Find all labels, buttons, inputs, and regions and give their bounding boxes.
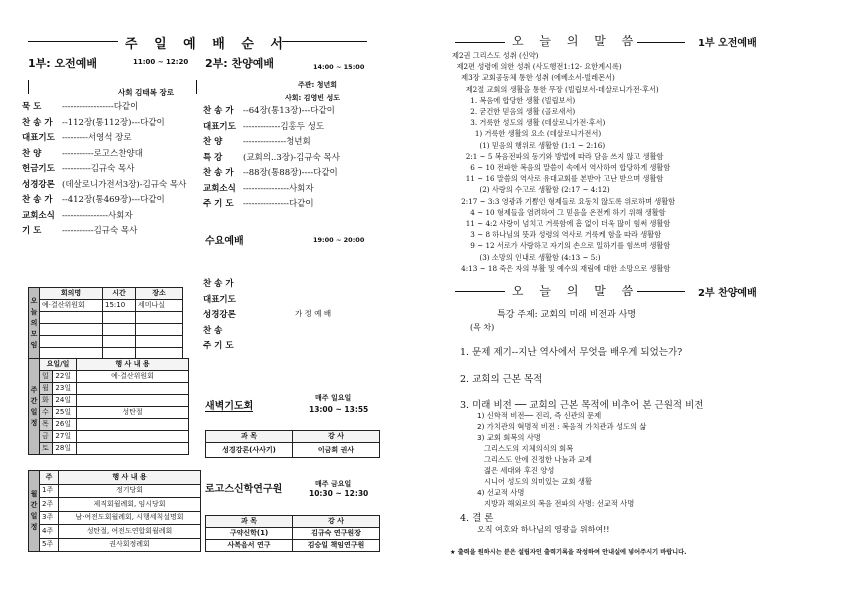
worship-order-label: 찬 송 가 bbox=[22, 195, 53, 205]
outline-line: 9 ~ 12 서로가 사랑하고 자기의 손으로 일하기를 힘쓰며 생활함 bbox=[452, 241, 671, 251]
table-row: 3주 남·여전도회월례회, 시행세칙설명회 bbox=[29, 511, 201, 525]
monthly-label: 월간일정 bbox=[29, 471, 40, 552]
table-row: 1주 정기당회 bbox=[29, 484, 201, 498]
worship-order-label: 찬 송 가 bbox=[22, 117, 53, 128]
table-row: 일 22일 예·결산위원회 bbox=[29, 371, 189, 383]
dawn-prayer-day: 매주 일요일 bbox=[315, 394, 352, 402]
subpoint-line: 1) 신학적 비전── 진리, 즉 신관의 문제 bbox=[477, 411, 602, 420]
table-row: 월 23일 bbox=[29, 383, 189, 395]
table-row: 사복음서 연구 김승일 책임연구원 bbox=[206, 540, 380, 552]
dawn-prayer-table: 과 목 강 사 성경강론(사사기) 이금희 권사 bbox=[205, 430, 380, 458]
table-row: 토 28일 bbox=[29, 443, 189, 455]
worship-order-detail: --64장(통13장)---다같이 bbox=[243, 106, 335, 116]
worship-order-item bbox=[22, 224, 186, 240]
outline-line: 2. 굳건한 믿음의 생활 (골로새서) bbox=[452, 107, 576, 117]
weekly-label: 주간일정 bbox=[29, 359, 40, 455]
subpoint-line: 4) 선교적 사명 bbox=[477, 488, 525, 497]
monthly-col-event: 행 사 내 용 bbox=[59, 471, 201, 485]
outline-line: 11 ~ 16 말씀의 역사로 유대교회를 본받아 고난 받으며 생활함 bbox=[452, 174, 664, 184]
worship-order-label: 찬 송 가 bbox=[203, 106, 234, 116]
sermon2-title: 오 늘 의 말 씀 bbox=[512, 284, 640, 298]
institute-name: 로고스신학연구원 bbox=[205, 484, 283, 495]
outline-line: 4 ~ 10 형제들을 염려하여 그 믿음을 온전케 하기 위해 생활함 bbox=[452, 207, 666, 217]
worship-order-item bbox=[203, 104, 340, 120]
service1-leader: 사회 김태복 장로 bbox=[118, 88, 174, 97]
worship-order-detail: ---------------청년회 bbox=[243, 137, 311, 147]
worship-order-detail: ----------------사회자 bbox=[62, 210, 133, 221]
outline-line: 4:13 ~ 18 죽은 자의 부활 및 예수의 재림에 대한 소망으로 생활함 bbox=[452, 263, 671, 273]
worship-order-label: 찬 송 가 bbox=[203, 168, 234, 178]
service2-name: 2부: 찬양예배 bbox=[205, 57, 275, 70]
dawn-prayer-time: 13:00 ~ 13:55 bbox=[309, 405, 369, 414]
worship-order-detail: --88장(통88장)----다같이 bbox=[243, 168, 338, 178]
worship-order-item bbox=[203, 166, 340, 182]
sermon2-service: 2부 찬양예배 bbox=[698, 288, 757, 299]
table-row bbox=[29, 336, 183, 348]
subpoint-line: 그리스도 안에 진정한 나눔과 교제 bbox=[477, 455, 592, 464]
meeting-col-name: 회의명 bbox=[40, 288, 103, 300]
worship-order-detail: --412장(통469장)---다같이 bbox=[62, 195, 165, 205]
weekly-col-day: 요일/일 bbox=[40, 359, 77, 371]
outline-line: (1) 믿음의 행위로 생활함 (1:1 ~ 2:16) bbox=[452, 140, 606, 150]
worship-order-label: 주 기 도 bbox=[203, 341, 234, 351]
worship-order-item bbox=[203, 197, 340, 213]
service2-host: 주관: 청년회 bbox=[298, 81, 338, 89]
table-row bbox=[29, 324, 183, 336]
outline-line: 3. 거룩한 성도의 생활 (데살로니가전·후서) bbox=[452, 118, 606, 128]
table-row: 예·결산위원회 15:10 세미나실 bbox=[29, 300, 183, 312]
worship-order-item bbox=[22, 116, 186, 132]
table-row: 성경강론(사사기) 이금희 권사 bbox=[206, 443, 380, 458]
worship-order-label: 교회소식 bbox=[22, 210, 55, 221]
subpoint-line: 지방과 해외로의 복음 전파의 사명: 선교적 사명 bbox=[477, 499, 635, 508]
worship-order-item bbox=[203, 182, 340, 198]
table-row: 화 24일 bbox=[29, 395, 189, 407]
worship-order-label: 기 도 bbox=[22, 226, 42, 236]
table-row: 4주 성탄절, 여전도연합회월례회 bbox=[29, 525, 201, 539]
service2-order bbox=[203, 104, 340, 213]
footnote: ★ 출력을 원하시는 분은 설립자인 출력기록을 작성하여 안내실에 넣어주시기 바랍니다. bbox=[450, 549, 687, 556]
worship-order-label: 대표기도 bbox=[203, 294, 236, 305]
worship-order-item bbox=[203, 308, 243, 324]
point-2: 2. 교회의 근본 목적 bbox=[460, 374, 543, 385]
outline-line: 제3장 교회공동체 통한 성취 (에베소서-빌레몬서) bbox=[452, 73, 615, 83]
worship-order-detail: (교회의..3장)-김규숙 목사 bbox=[243, 152, 340, 163]
toc-label: (목 차) bbox=[470, 323, 495, 332]
point-3-subpoints bbox=[477, 410, 646, 509]
outline-line: 제2편 성령에 의한 성취 (사도행전1:12- 요한계시록) bbox=[452, 62, 622, 72]
special-lecture-topic: 특강 주제: 교회의 미래 비전과 사명 bbox=[497, 310, 637, 320]
order-of-worship-title: 주 일 예 배 순 서 bbox=[125, 37, 289, 52]
service1-order bbox=[22, 100, 186, 240]
subpoint-line: 3) 교회 회복의 사명 bbox=[477, 433, 541, 442]
worship-order-item bbox=[203, 120, 340, 136]
table-row: 목 26일 bbox=[29, 419, 189, 431]
table-row: 구약신학(1) 김규숙 연구원장 bbox=[206, 528, 380, 540]
worship-order-detail: ---------서영석 장로 bbox=[62, 133, 132, 143]
outline-line: 1) 거룩한 생활의 요소 (데살로니가전서) bbox=[452, 129, 602, 139]
service2-leader: 사회: 김영빈 성도 bbox=[285, 94, 341, 102]
worship-order-item bbox=[203, 277, 243, 293]
worship-order-item bbox=[22, 162, 186, 178]
wed-service-name: 수요예배 bbox=[205, 236, 244, 247]
dawn-prayer-name: 새벽기도회 bbox=[205, 401, 254, 412]
worship-order-item bbox=[203, 151, 340, 167]
worship-order-detail: -----------로고스찬양대 bbox=[62, 148, 143, 159]
service2-time: 14:00 ~ 15:00 bbox=[313, 63, 365, 71]
worship-order-detail: ------------------다같이 bbox=[62, 102, 139, 112]
point-3: 3. 미래 비전 ── 교회의 근본 목적에 비추어 본 근원적 비전 bbox=[460, 400, 704, 411]
sermon1-outline bbox=[452, 50, 675, 274]
worship-order-label: 대표기도 bbox=[203, 121, 236, 132]
meeting-label: 오늘의모임 bbox=[29, 288, 40, 360]
outline-line: (3) 소망의 인내로 생활함 (4:13 ~ 5:) bbox=[452, 252, 601, 262]
table-row bbox=[29, 312, 183, 324]
wed-sermon: 가 정 예 배 bbox=[295, 309, 332, 318]
worship-order-item bbox=[22, 131, 186, 147]
worship-order-label: 주 기 도 bbox=[203, 199, 234, 209]
outline-line: 2:1 ~ 5 복음전파의 동기와 방법에 따라 담음 쓰지 않고 생활함 bbox=[452, 151, 664, 161]
worship-order-item bbox=[22, 100, 186, 116]
worship-order-label: 특 강 bbox=[203, 152, 223, 163]
worship-order-label: 대표기도 bbox=[22, 133, 55, 143]
worship-order-item bbox=[22, 178, 186, 194]
worship-order-item bbox=[203, 293, 243, 309]
worship-order-label: 찬 송 가 bbox=[203, 279, 234, 289]
worship-order-label: 교회소식 bbox=[203, 183, 236, 194]
table-row: 5주 권사회정례회 bbox=[29, 538, 201, 552]
worship-order-label: 찬 양 bbox=[22, 148, 42, 159]
worship-order-item bbox=[22, 209, 186, 225]
worship-order-item bbox=[203, 324, 243, 340]
subpoint-line: 시니어 성도의 의미있는 교회 생활 bbox=[477, 477, 592, 486]
worship-order-detail: --112장(통112장)---다같이 bbox=[62, 117, 165, 128]
sermon1-title: 오 늘 의 말 씀 bbox=[512, 34, 640, 48]
monthly-table bbox=[28, 470, 201, 552]
worship-order-item bbox=[22, 193, 186, 209]
subpoint-line: 그리스도의 지체의식의 회복 bbox=[477, 444, 574, 453]
weekly-table bbox=[28, 358, 189, 455]
point-4: 4. 결 론 bbox=[460, 513, 494, 524]
worship-order-label: 성경강론 bbox=[203, 310, 236, 320]
outline-line: 3 ~ 8 하나님의 뜻과 성령의 역사로 거룩케 함을 따라 생활함 bbox=[452, 230, 662, 240]
table-row: 수 25일 성탄절 bbox=[29, 407, 189, 419]
institute-time: 10:30 ~ 12:30 bbox=[309, 489, 369, 498]
outline-line: 2:17 ~ 3:3 영광과 기쁨인 형제들로 요동치 않도록 위로하며 생활함 bbox=[452, 196, 676, 206]
service1-name: 1부: 오전예배 bbox=[28, 57, 98, 70]
outline-line: 1. 복음에 합당한 생활 (빌립보서) bbox=[452, 95, 576, 105]
worship-order-label: 헌금기도 bbox=[22, 164, 55, 174]
outline-line: 6 ~ 10 전파한 복음의 말씀이 속에서 역사하여 합당하게 생활함 bbox=[452, 163, 671, 173]
service1-time: 11:00 ~ 12:20 bbox=[133, 58, 189, 66]
point-1: 1. 문제 제기--지난 역사에서 무엇을 배우게 되었는가? bbox=[460, 347, 683, 358]
worship-order-detail: (데살로니가전서3장)-김규숙 목사 bbox=[62, 179, 187, 190]
wed-service-time: 19:00 ~ 20:00 bbox=[313, 236, 365, 244]
institute-day: 매주 금요일 bbox=[315, 480, 352, 488]
subpoint-line: 2) 가치관의 혁명적 비전 : 복음적 가치관과 성도의 삶 bbox=[477, 422, 647, 431]
table-row: 금 27일 bbox=[29, 431, 189, 443]
worship-order-item bbox=[203, 135, 340, 151]
worship-order-detail: ----------------다같이 bbox=[243, 199, 314, 209]
worship-order-item bbox=[203, 339, 243, 355]
institute-table: 과 목 강 사 구약신학(1) 김규숙 연구원장 사복음서 연구 김승일 책임연구원 bbox=[205, 515, 380, 552]
worship-order-label: 성경강론 bbox=[22, 179, 55, 190]
worship-order-detail: ----------------사회자 bbox=[243, 183, 314, 194]
outline-line: 제2권 그리스도 성취 (신약) bbox=[452, 51, 539, 60]
meeting-col-time: 시간 bbox=[103, 288, 136, 300]
worship-order-label: 묵 도 bbox=[22, 102, 42, 112]
worship-order-detail: -----------김규숙 목사 bbox=[62, 226, 138, 236]
sermon1-service: 1부 오전예배 bbox=[698, 38, 757, 49]
worship-order-detail: -------------김홍두 성도 bbox=[243, 121, 325, 132]
outline-line: (2) 사랑의 수고로 생활함 (2:17 ~ 4:12) bbox=[452, 185, 610, 195]
worship-order-label: 찬 송 bbox=[203, 325, 223, 336]
weekly-col-event: 행 사 내 용 bbox=[77, 359, 189, 371]
worship-order-detail: ----------김규숙 목사 bbox=[62, 164, 135, 174]
meeting-table bbox=[28, 287, 183, 360]
table-row: 2주 제직회월례회, 임시당회 bbox=[29, 498, 201, 512]
wed-service-order bbox=[203, 277, 243, 355]
worship-order-label: 찬 양 bbox=[203, 137, 223, 147]
monthly-col-week: 주 bbox=[40, 471, 59, 485]
worship-order-item bbox=[22, 147, 186, 163]
outline-line: 제2절 교회의 생활을 통한 무장 (빌립보서-데살로니가전·후서) bbox=[452, 84, 659, 94]
meeting-col-place: 장소 bbox=[136, 288, 183, 300]
subpoint-line: 젊은 세대와 후진 양성 bbox=[477, 466, 555, 475]
conclusion: 오직 여호와 하나님의 영광을 위하여!! bbox=[477, 525, 610, 534]
outline-line: 11 ~ 4:2 사랑이 넘치고 거룩함에 흠 없이 더욱 많이 힘써 생활함 bbox=[452, 219, 671, 229]
